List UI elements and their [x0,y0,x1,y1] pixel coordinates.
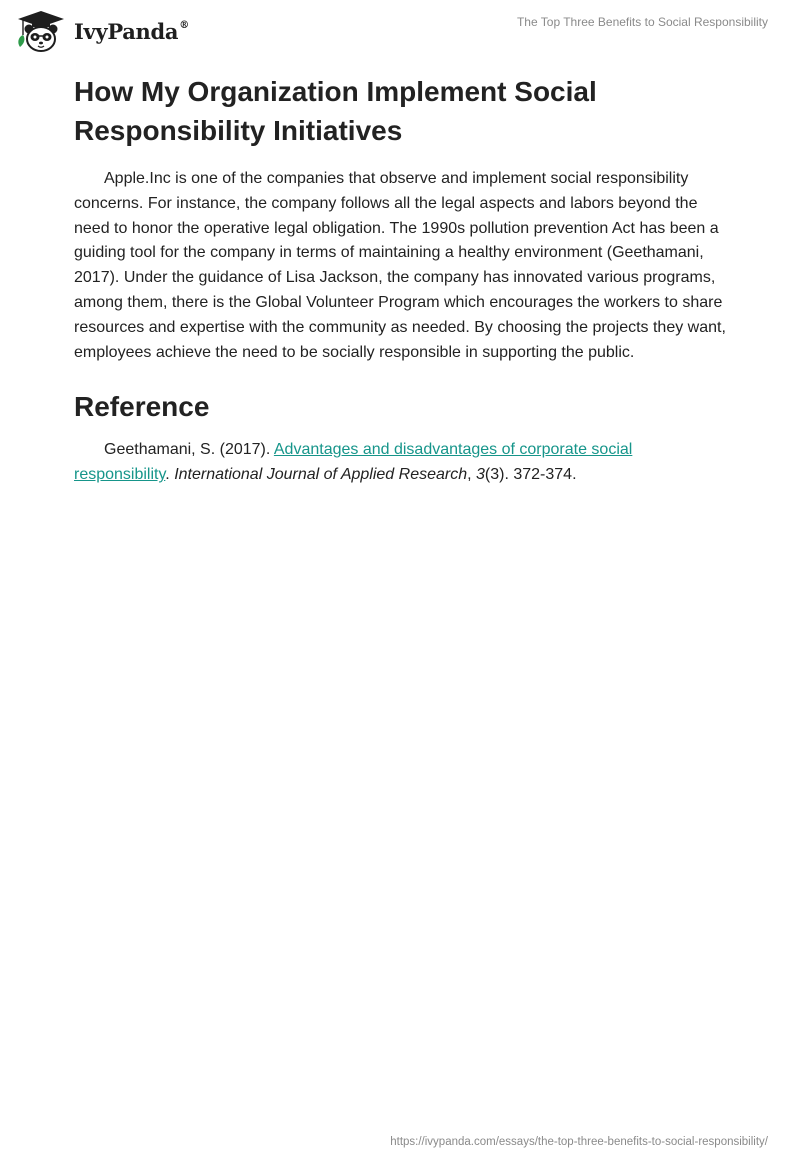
essay-content [74,72,730,488]
panda-graduate-icon [14,9,68,53]
footer-url[interactable]: https://ivypanda.com/essays/the-top-three-benefits-to-social-responsibility/ [390,1136,768,1148]
reference-author-year: Geethamani, S. (2017). [104,441,274,459]
reference-volume: 3 [476,466,485,484]
registered-mark: ® [179,19,189,31]
ivypanda-logo[interactable] [14,9,189,53]
brand-name: IvyPanda® [74,18,189,44]
reference-separator: . [165,466,175,484]
body-paragraph: Apple.Inc is one of the companies that observe and implement social responsibility concerns. For instance, the company follows all the legal aspects and labors beyond the need to honor the operative legal obligation. The 1990s pollution prevention Act has been a guiding tool for the company in terms of maintaining a healthy environment (Geethamani, 2017). Under the guidance of Lisa Jackson, the company has innovated various programs, among them, there is the Global Volunteer Program which encourages the workers to share resources and expertise with the community as needed. By choosing the projects they want, employees achieve the need to be socially responsible in supporting the public. [74,170,726,361]
reference-entry [74,438,730,488]
reference-journal: International Journal of Applied Research [174,466,468,484]
page-header [0,0,800,70]
reference-comma: , [467,466,476,484]
reference-heading: Reference [74,391,210,423]
section-heading: How My Organization Implement Social Responsibility Initiatives [74,76,597,146]
document-title: The Top Three Benefits to Social Responsibility [516,15,768,29]
reference-issue-pages: (3). 372-374. [484,466,577,484]
reference-link[interactable]: Advantages and disadvantages of corporate social responsibility [74,441,633,484]
